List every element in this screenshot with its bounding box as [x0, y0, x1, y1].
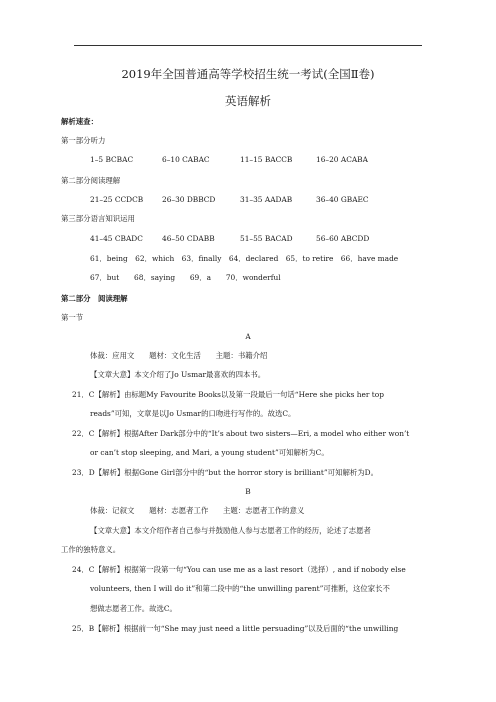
- answer-group: 51–55 BACAD: [240, 234, 293, 243]
- document-subtitle: 英语解析: [225, 94, 271, 108]
- passage-b-meta: 体裁：记叙文 题材：志愿者工作 主题：志愿者工作的意义: [90, 506, 305, 515]
- fill-answers-line: 61．being 62．which 63．finally 64．declared 65．to retire 66．have made: [90, 254, 399, 263]
- answer-group: 26–30 DBBCD: [162, 195, 216, 204]
- passage-a-summary: 【文章大意】本文介绍了Jo Usmar最喜欢的四本书。: [90, 370, 266, 379]
- passage-b-summary-cont: 工作的独特意义。: [61, 545, 121, 554]
- fill-answers-line: 67．but 68．saying 69．a 70．wonderful: [90, 273, 281, 282]
- header-rule: [74, 45, 422, 46]
- answer-group: 46–50 CDABB: [162, 234, 215, 243]
- answer-group: 1–5 BCBAC: [90, 155, 134, 164]
- document-title: 2019年全国普通高等学校招生统一考试(全国Ⅱ卷): [121, 67, 375, 81]
- section-heading: 第二部分 阅读理解: [61, 294, 128, 303]
- answer-21-cont: reads”可知，文章是以Jo Usmar的口吻进行写作的。故选C。: [90, 409, 296, 418]
- answer-22-cont: or can’t stop sleeping, and Mari, a young student”可知解析为C。: [90, 448, 329, 457]
- answer-24: 24．C【解析】根据第一段第一句“You can use me as a last resort（选择）, and if nobody else: [72, 565, 406, 574]
- answer-group: 41–45 CBADC: [90, 234, 143, 243]
- passage-b-letter: B: [245, 487, 251, 496]
- answer-group: 36–40 GBAEC: [316, 195, 369, 204]
- answer-24-cont: volunteers, then I will do it”和第二段中的“the unwilling parent”可推断，这位家长不: [90, 584, 390, 593]
- answer-group: 6–10 CABAC: [162, 155, 210, 164]
- answer-22: 22．C【解析】根据After Dark部分中的“It’s about two sisters—Eri, a model who either won’t: [72, 429, 410, 438]
- part2-label: 第二部分阅读理解: [61, 176, 121, 185]
- quick-answers-label: 解析速查：: [61, 117, 98, 126]
- section-subheading: 第一节: [61, 313, 84, 322]
- answer-group: 56–60 ABCDD: [316, 234, 370, 243]
- part3-label: 第三部分语言知识运用: [61, 214, 135, 223]
- answer-group: 11–15 BACCB: [240, 155, 293, 164]
- answer-group: 31–35 AADAB: [240, 195, 293, 204]
- answer-24-cont: 想做志愿者工作。故选C。: [90, 604, 177, 613]
- answer-group: 16–20 ACABA: [316, 155, 368, 164]
- part1-label: 第一部分听力: [61, 136, 106, 145]
- passage-b-summary: 【文章大意】本文介绍作者自己参与并鼓励他人参与志愿者工作的经历，论述了志愿者: [90, 526, 371, 535]
- answer-21: 21．C【解析】由标题My Favourite Books以及第一段最后一句话“Here she picks her top: [72, 390, 384, 399]
- passage-a-meta: 体裁：应用文 题材：文化生活 主题：书籍介绍: [90, 351, 268, 360]
- answer-23: 23．D【解析】根据Gone Girl部分中的“but the horror story is brilliant”可知解析为D。: [72, 468, 378, 477]
- answer-group: 21–25 CCDCB: [90, 195, 144, 204]
- passage-a-letter: A: [245, 332, 251, 341]
- answer-25: 25．B【解析】根据前一句“She may just need a little persuading”以及后面的“the unwilling: [72, 624, 399, 633]
